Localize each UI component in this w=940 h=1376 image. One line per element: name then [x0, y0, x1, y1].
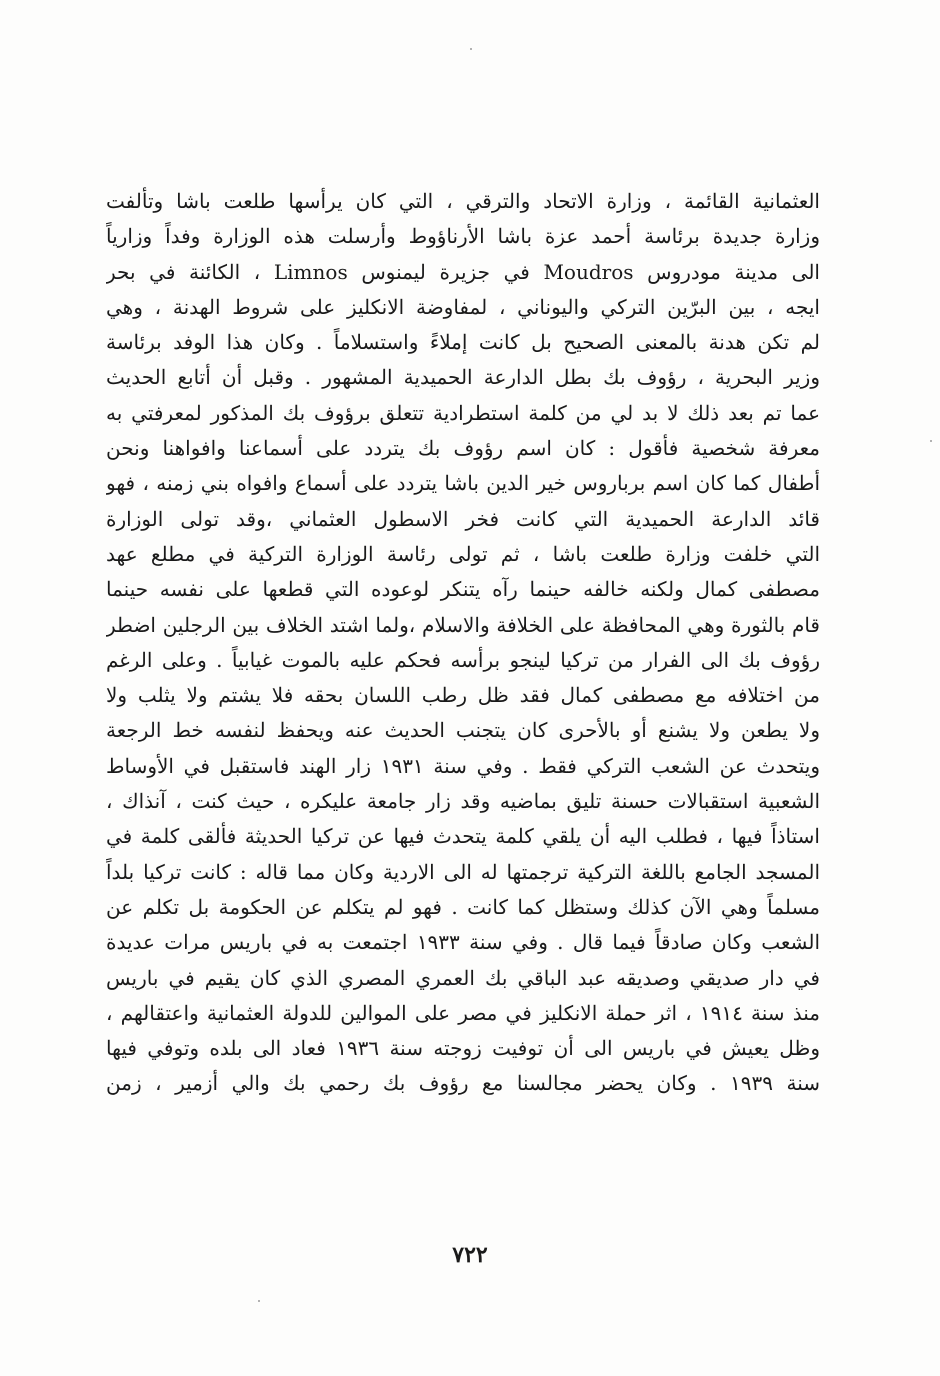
- text-line: الى مدينة مودروس Moudros في جزيرة ليمنوس Limnos ، الكائنة في بحر: [106, 259, 820, 284]
- text-line: استاذاً فيها ، فطلب اليه أن يلقي كلمة يتحدث فيها عن تركيا الحديثة فألقى كلمة في: [106, 824, 820, 849]
- text-line: المسجد الجامع باللغة التركية ترجمتها له الى الاردية وكان مما قاله : كانت تركيا بلداً: [106, 859, 820, 884]
- text-line: ويتحدث عن الشعب التركي فقط . وفي سنة ١٩٣١ زار الهند فاستقبل في الأوساط: [106, 753, 820, 778]
- text-line: من اختلافه مع مصطفى كمال فقد ظل رطب اللسان بحقه فلا يشتم ولا يثلب ولا: [106, 683, 820, 708]
- text-line: وزير البحرية ، رؤوف بك بطل الدارعة الحميدية المشهور . وقبل أن أتابع الحديث: [106, 365, 820, 390]
- text-line: لم تكن هدنة بالمعنى الصحيح بل كانت إملاءً واستسلاماً . وكان هذا الوفد برئاسة: [106, 330, 820, 355]
- text-line: مسلماً وهي الآن كذلك وستظل كما كانت . فهو لم يتكلم عن الحكومة بل تكلم عن: [106, 894, 820, 919]
- text-line: منذ سنة ١٩١٤ ، اثر حملة الانكليز في مصر على الموالين للدولة العثمانية واعتقالهم ،: [106, 1000, 820, 1025]
- text-line: العثمانية القائمة ، وزارة الاتحاد والترقي ، التي كان يرأسها طلعت باشا وتألفت: [106, 189, 820, 213]
- text-line: عما تم بعد ذلك لا بد لي من كلمة استطرادية تتعلق برؤوف بك المذكور لمعرفتي به: [106, 400, 820, 425]
- text-line: في دار صديقي وصديقه عبد الباقي بك العمري المصري الذي كان يقيم في باريس: [106, 965, 820, 990]
- text-line: الشعب وكان صادقاً فيما قال . وفي سنة ١٩٣٣ اجتمعت به في باريس مرات عديدة: [106, 930, 820, 955]
- text-line: الشعبية استقبالات حسنة تليق بماضيه وقد زار جامعة عليكره ، حيث كنت ، آنذاك ،: [106, 789, 820, 814]
- text-line: قائد الدارعة الحميدية التي كانت فخر الاسطول العثماني ،وقد تولى الوزارة: [106, 506, 820, 531]
- text-line: مصطفى كمال ولكنه خالفه حينما رآه يتنكر لوعوده التي قطعها على نفسه حينما: [106, 577, 820, 602]
- text-line: ايجه ، بين البرّين التركي واليوناني ، لمفاوضة الانكليز على شروط الهدنة ، وهي: [106, 294, 820, 319]
- page-number: ٧٢٢: [452, 1242, 488, 1268]
- text-line: سنة ١٩٣٩ . وكان يحضر مجالسنا مع رؤوف بك رحمي بك والي أزمير ، زمن: [106, 1071, 820, 1096]
- text-line: معرفة شخصية فأقول : كان اسم رؤوف بك يتردد على أسماعنا وافواهنا ونحن: [106, 436, 820, 461]
- text-line: التي خلفت وزارة طلعت باشا ، ثم تولى رئاسة الوزارة التركية في مطلع عهد: [106, 541, 820, 566]
- scan-speck: [470, 48, 472, 50]
- scan-speck: [258, 1300, 260, 1302]
- text-line: ولا يطعن ولا يشنع أو بالأحرى كان يتجنب الحديث عنه ويحفظ لنفسه خط الرجعة: [106, 718, 820, 743]
- scan-speck: [930, 440, 932, 442]
- text-line: وظل يعيش في باريس الى أن توفيت زوجته سنة ١٩٣٦ فعاد الى بلده وتوفي فيها: [106, 1036, 820, 1061]
- text-line: أطفال كما كان اسم برباروس خير الدين باشا يتردد على أسماع وافواه بني زمنه ، فهو: [106, 471, 820, 496]
- text-line: رؤوف بك الى الفرار من تركيا لينجو برأسه فحكم عليه بالموت غيابياً . وعلى الرغم: [106, 647, 820, 672]
- text-line: وزارة جديدة برئاسة أحمد عزة باشا الأرناؤوط وأرسلت هذه الوزارة وفداً وزارياً: [106, 224, 820, 249]
- text-line: قام بالثورة وهي المحافظة على الخلافة والاسلام ،ولما اشتد الخلاف بين الرجلين اضطر: [106, 612, 820, 637]
- body-text: [106, 184, 820, 1102]
